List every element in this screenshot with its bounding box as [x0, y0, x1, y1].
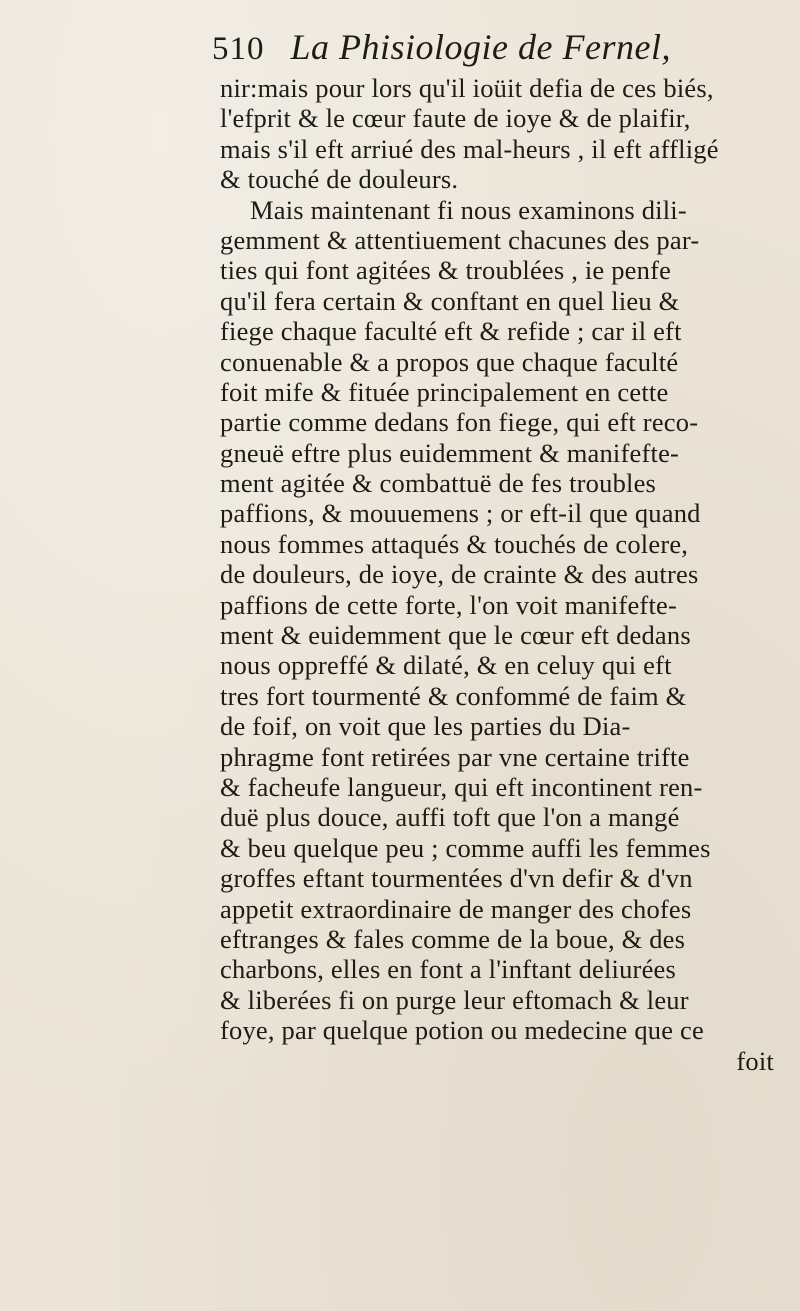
- text-line: groffes eftant tourmentées d'vn defir & d'vn: [220, 863, 693, 894]
- text-line: Mais maintenant fi nous examinons dili-: [250, 194, 687, 225]
- text-line: ment agitée & combattuë de fes troubles: [220, 468, 657, 499]
- text-line: phragme font retirées par vne certaine trifte: [220, 741, 690, 772]
- page-number: 510: [212, 31, 265, 67]
- text-line: foye, par quelque potion ou medecine que ce: [220, 1015, 704, 1046]
- text-line: & liberées fi on purge leur eftomach & leur: [220, 984, 689, 1015]
- text-line: fiege chaque faculté eft & refide ; car il eft: [220, 316, 682, 347]
- body-text: [220, 73, 780, 1076]
- text-line: eftranges & fales comme de la boue, & des: [220, 923, 686, 954]
- text-line: partie comme dedans fon fiege, qui eft reco-: [220, 407, 699, 438]
- text-line: & touché de douleurs.: [220, 164, 459, 195]
- text-line: nous fommes attaqués & touchés de colere,: [220, 528, 689, 559]
- text-line: ties qui font agitées & troublées , ie penfe: [220, 255, 672, 286]
- text-line: & beu quelque peu ; comme auffi les femmes: [220, 832, 711, 863]
- text-line: conuenable & a propos que chaque faculté: [220, 346, 679, 377]
- text-line: qu'il fera certain & conftant en quel lieu &: [220, 285, 680, 316]
- text-line: charbons, elles en font a l'inftant deliurées: [220, 954, 677, 985]
- text-line: l'efprit & le cœur faute de ioye & de plaifir,: [220, 103, 691, 134]
- running-title: La Phisiologie de Fernel,: [290, 27, 671, 67]
- text-line: foit mife & fituée principalement en cette: [220, 376, 669, 407]
- text-line: gneuë eftre plus euidemment & manifefte-: [220, 437, 680, 468]
- text-line: appetit extraordinaire de manger des chofes: [220, 893, 692, 924]
- text-line: & facheufe langueur, qui eft incontinent ren-: [220, 771, 703, 802]
- text-line: de foif, on voit que les parties du Dia-: [220, 711, 631, 742]
- text-line: paffions de cette forte, l'on voit manifefte-: [220, 589, 677, 620]
- text-line: tres fort tourmenté & confommé de faim &: [220, 680, 687, 711]
- text-line: mais s'il eft arriué des mal-heurs , il eft affligé: [220, 133, 719, 164]
- text-line: gemment & attentiuement chacunes des par-: [220, 224, 700, 255]
- text-line: duë plus douce, auffi toft que l'on a mangé: [220, 802, 680, 833]
- catchword: foit: [736, 1045, 774, 1076]
- text-line: de douleurs, de ioye, de crainte & des autres: [220, 559, 699, 590]
- text-line: paffions, & mouuemens ; or eft-il que quand: [220, 498, 701, 529]
- text-line: ment & euidemment que le cœur eft dedans: [220, 620, 691, 651]
- text-line: nir:mais pour lors qu'il ioüit defia de ces biés,: [220, 73, 714, 103]
- text-line: nous oppreffé & dilaté, & en celuy qui eft: [220, 650, 672, 681]
